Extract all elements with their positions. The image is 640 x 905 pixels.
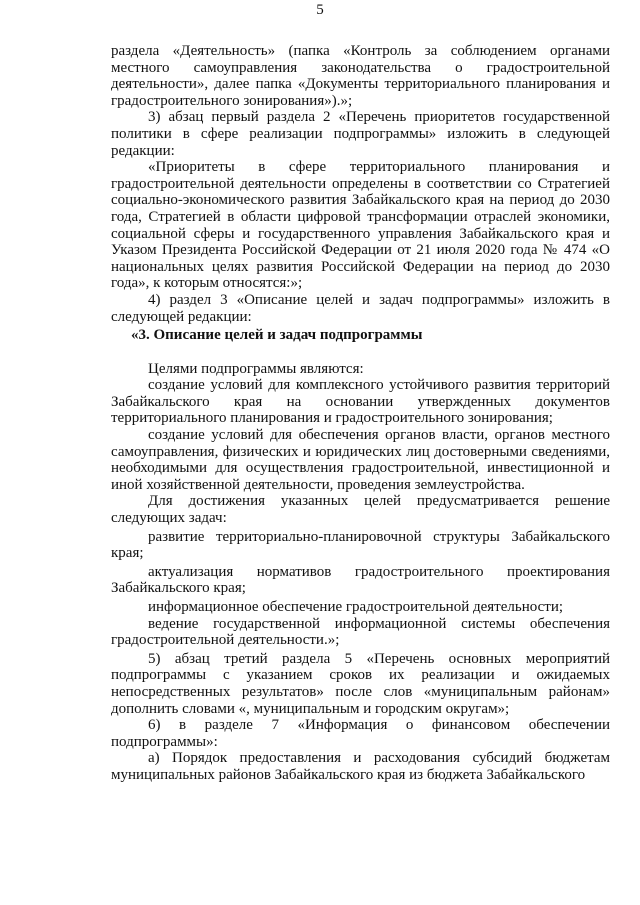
- page-number: 5: [316, 2, 324, 18]
- paragraph: 5) абзац третий раздела 5 «Перечень основных мероприятий подпрограммы с указанием сроков их реализации и ожидаемых непосредственных результатов» после слов «муниципальным районам» дополнить словами «, муниципальным и городским округам»;: [111, 650, 610, 717]
- paragraph: создание условий для обеспечения органов власти, органов местного самоуправления, физических и юридических лиц достоверными сведениями, необходимыми для осуществления градостроительной, инвестиционной и иной хозяйственной деятельности, проведения землеустройства.: [111, 427, 610, 493]
- paragraph: 3) абзац первый раздела 2 «Перечень приоритетов государственной политики в сфере реализации подпрограммы» изложить в следующей редакции:: [111, 109, 610, 159]
- paragraph: информационное обеспечение градостроительной деятельности;: [148, 599, 564, 615]
- paragraph: Для достижения указанных целей предусматривается решение следующих задач:: [111, 493, 610, 527]
- spacer: [111, 344, 610, 361]
- paragraph: а) Порядок предоставления и расходования субсидий бюджетам муниципальных районов Забайкальского края из бюджета Забайкальского: [111, 750, 610, 783]
- paragraph: 6) в разделе 7 «Информация о финансовом обеспечении подпрограммы»:: [111, 717, 610, 750]
- paragraph: актуализация нормативов градостроительного проектирования Забайкальского края;: [111, 563, 610, 597]
- paragraph: «Приоритеты в сфере территориального планирования и градостроительной деятельности определены в соответствии со Стратегией социально-экономического развития Забайкальского края на период до 2030 года, Стратегией в области цифровой трансформации отраслей экономики, социальной сферы и государственного управления Забайкальского края и Указом Президента Российской Федерации от 21 июля 2020 года № 474 «О национальных целях развития Российской Федерации на период до 2030 года», к которым относятся:»;: [111, 159, 610, 292]
- section-heading: «3. Описание целей и задач подпрограммы: [131, 327, 423, 344]
- document-body: [111, 43, 610, 784]
- paragraph: создание условий для комплексного устойчивого развития территорий Забайкальского края на основании утвержденных документов территориального планирования и градостроительного зонирования;: [111, 377, 610, 427]
- paragraph: раздела «Деятельность» (папка «Контроль за соблюдением органами местного самоуправления законодательства о градостроительной деятельности», далее папка «Документы территориального планирования и градостроительного зонирования»).»;: [111, 43, 610, 109]
- paragraph: развитие территориально-планировочной структуры Забайкальского края;: [111, 528, 610, 562]
- paragraph: Целями подпрограммы являются:: [148, 360, 364, 377]
- paragraph: 4) раздел 3 «Описание целей и задач подпрограммы» изложить в следующей редакции:: [111, 291, 610, 325]
- paragraph: ведение государственной информационной системы обеспечения градостроительной деятельности.»;: [111, 615, 610, 649]
